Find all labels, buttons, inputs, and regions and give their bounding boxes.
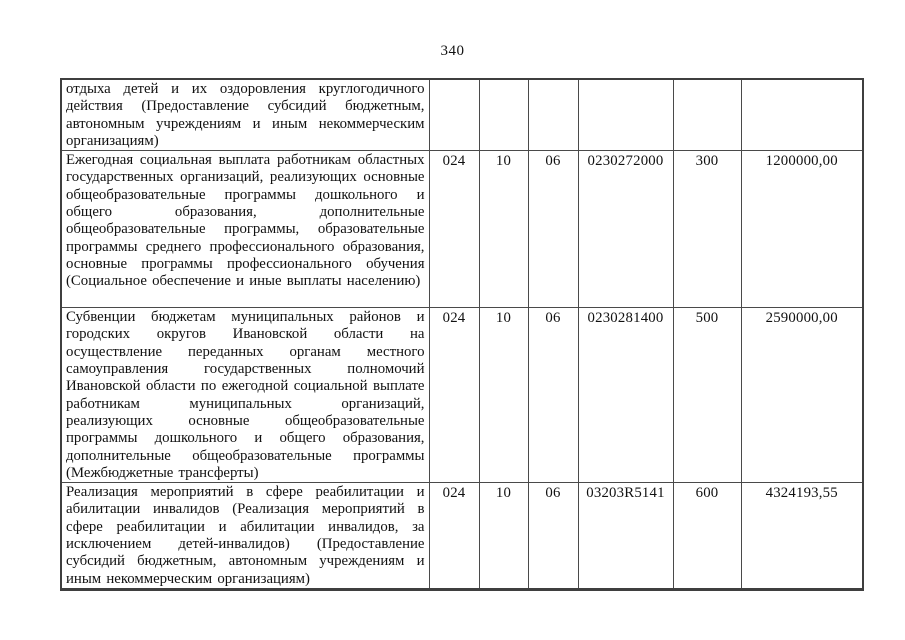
grbs-code-cell: 024	[429, 308, 479, 483]
amount-cell	[741, 79, 863, 151]
target-article-cell: 0230272000	[578, 151, 673, 308]
expense-type-cell: 500	[673, 308, 741, 483]
expense-type-cell: 300	[673, 151, 741, 308]
table-row	[61, 151, 863, 308]
target-article-cell: 03203R5141	[578, 483, 673, 590]
grbs-code-cell: 024	[429, 151, 479, 308]
podrazdel-cell	[528, 79, 578, 151]
razdel-cell: 10	[479, 151, 528, 308]
podrazdel-cell: 06	[528, 151, 578, 308]
target-article-cell	[578, 79, 673, 151]
description-cell: Реализация мероприятий в сфере реабилитации и абилитации инвалидов (Реализация мероприятий в сфере реабилитации и абилитации инвалидов, за исключением детей-инвалидов) (Предоставление субсидий бюджетным, автономным учреждениям и иным некоммерческим организациям)	[61, 483, 429, 590]
podrazdel-cell: 06	[528, 308, 578, 483]
description-cell: отдыха детей и их оздоровления круглогодичного действия (Предоставление субсидий бюджетным, автономным учреждениям и иным некоммерческим организациям)	[61, 79, 429, 151]
table-row	[61, 79, 863, 151]
target-article-cell: 0230281400	[578, 308, 673, 483]
page-number: 340	[440, 43, 465, 59]
grbs-code-cell	[429, 79, 479, 151]
razdel-cell: 10	[479, 308, 528, 483]
expense-type-cell	[673, 79, 741, 151]
amount-cell: 2590000,00	[741, 308, 863, 483]
amount-cell: 4324193,55	[741, 483, 863, 590]
expense-type-cell: 600	[673, 483, 741, 590]
table-row	[61, 308, 863, 483]
grbs-code-cell: 024	[429, 483, 479, 590]
razdel-cell: 10	[479, 483, 528, 590]
podrazdel-cell: 06	[528, 483, 578, 590]
amount-cell: 1200000,00	[741, 151, 863, 308]
razdel-cell	[479, 79, 528, 151]
description-cell: Ежегодная социальная выплата работникам областных государственных организаций, реализующих основные общеобразовательные программы дошкольного и общего образования, дополнительные общеобразовательные программы, образовательные программы среднего профессионального образования, основные программы профессионального обучения (Социальное обеспечение и иные выплаты населению)	[61, 151, 429, 308]
table-row	[61, 483, 863, 590]
description-cell: Субвенции бюджетам муниципальных районов и городских округов Ивановской области на осуществление переданных органам местного самоуправления государственных полномочий Ивановской области по ежегодной социальной выплате работникам муниципальных организаций, реализующих основные общеобразовательные программы дошкольного и общего образования, дополнительные общеобразовательные программы (Межбюджетные трансферты)	[61, 308, 429, 483]
budget-table	[60, 78, 864, 591]
